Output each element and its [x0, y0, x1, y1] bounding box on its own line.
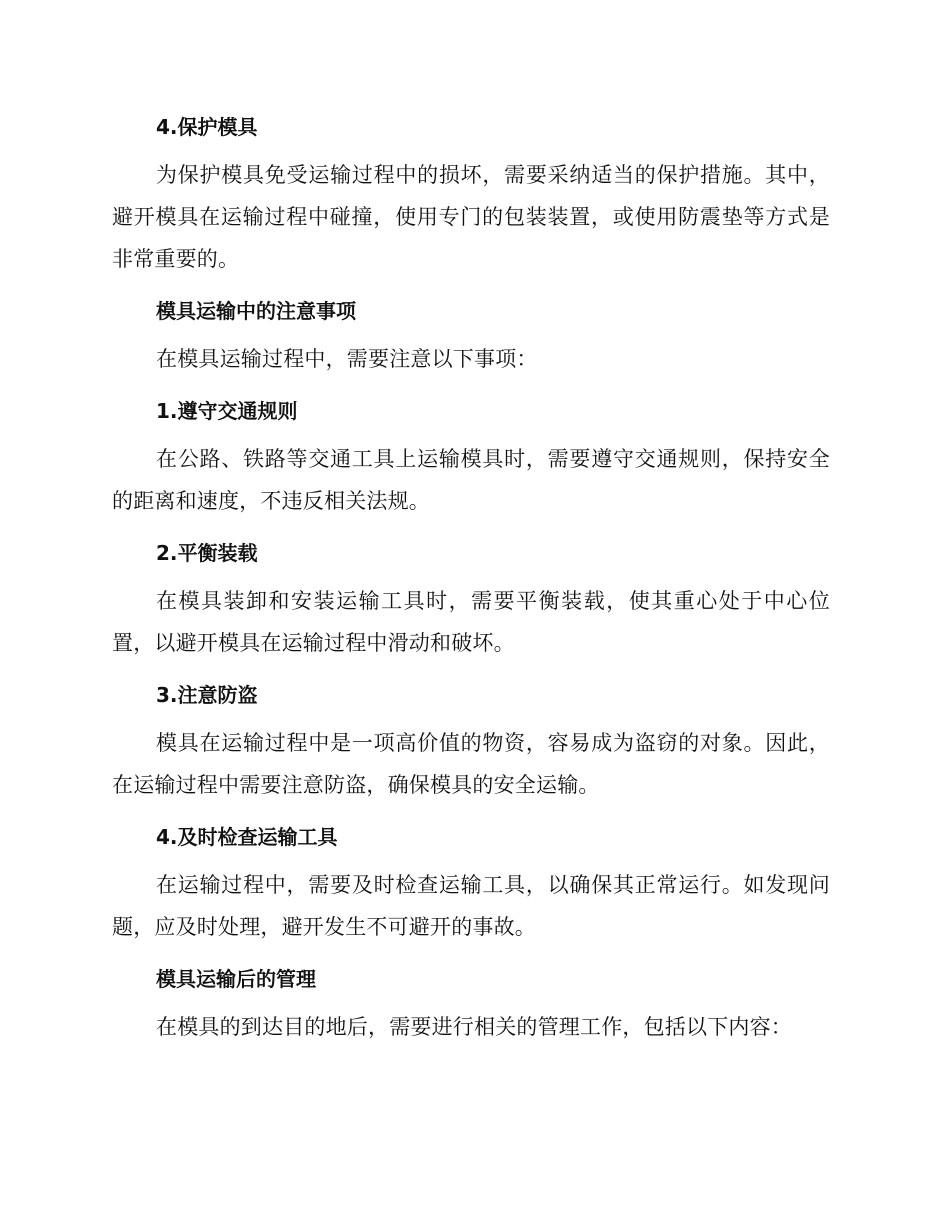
section-heading-traffic-rules: 1.遵守交通规则 — [156, 399, 298, 423]
paragraph-inspect-vehicle: 在运输过程中，需要及时检查运输工具，以确保其正常运行。如发现问题，应及时处理，避开发生不可避开的事故。 — [112, 873, 830, 939]
paragraph-protect-mold: 为保护模具免受运输过程中的损坏，需要采纳适当的保护措施。其中，避开模具在运输过程中碰撞，使用专门的包装装置，或使用防震垫等方式是非常重要的。 — [112, 163, 830, 271]
section-heading-protect-mold: 4.保护模具 — [156, 115, 258, 139]
section-heading-anti-theft: 3.注意防盗 — [156, 683, 258, 707]
section-heading-inspect-vehicle: 4.及时检查运输工具 — [156, 825, 338, 849]
paragraph-anti-theft: 模具在运输过程中是一项高价值的物资，容易成为盗窃的对象。因此，在运输过程中需要注意防盗，确保模具的安全运输。 — [112, 731, 830, 797]
section-heading-post-transport: 模具运输后的管理 — [156, 967, 316, 991]
section-heading-transport-notes: 模具运输中的注意事项 — [156, 299, 356, 323]
section-heading-balanced-loading: 2.平衡装载 — [156, 541, 258, 565]
paragraph-transport-notes-intro: 在模具运输过程中，需要注意以下事项： — [156, 347, 538, 371]
paragraph-traffic-rules: 在公路、铁路等交通工具上运输模具时，需要遵守交通规则，保持安全的距离和速度，不违反相关法规。 — [112, 447, 830, 513]
paragraph-post-transport-intro: 在模具的到达目的地后，需要进行相关的管理工作，包括以下内容： — [156, 1015, 792, 1039]
paragraph-balanced-loading: 在模具装卸和安装运输工具时，需要平衡装载，使其重心处于中心位置，以避开模具在运输过程中滑动和破坏。 — [112, 589, 830, 655]
